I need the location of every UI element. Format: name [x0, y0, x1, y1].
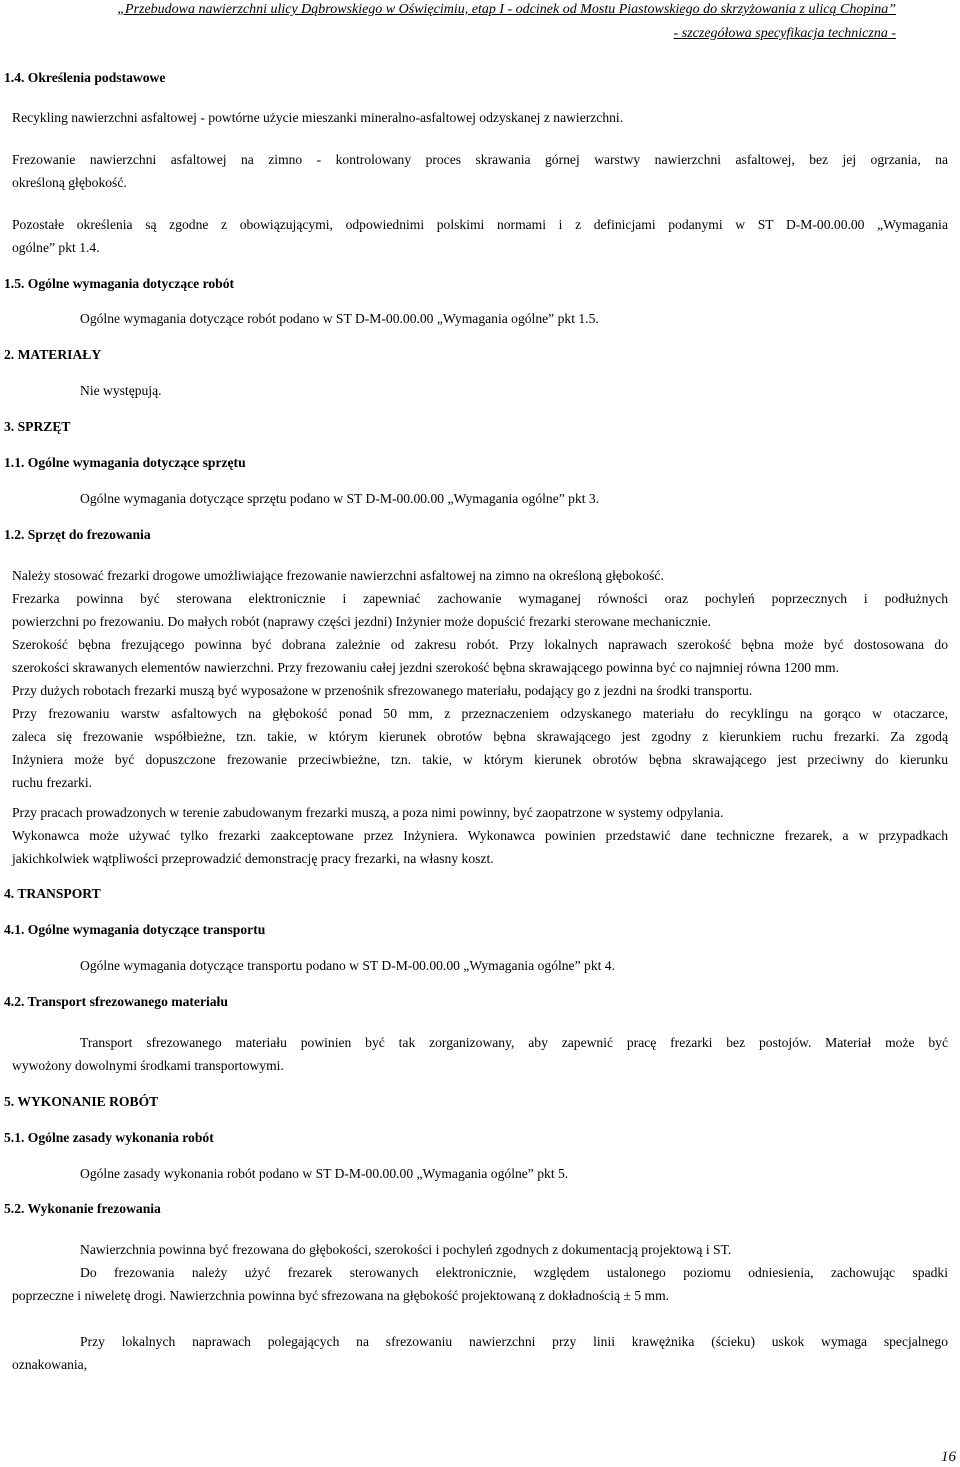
heading-5-2: 5.2. Wykonanie frezowania [4, 1201, 161, 1216]
heading-5-1: 5.1. Ogólne zasady wykonania robót [4, 1130, 214, 1145]
paragraph-4-2-line1: Transport sfrezowanego materiału powinien być tak zorganizowany, aby zapewnić pracę frezarki bez postojów. Materiał może być [80, 1035, 948, 1050]
paragraph-sprzet-line2: Frezarka powinna być sterowana elektronicznie i zapewniać zachowanie wymaganej równości oraz pochyleń poprzecznych i podłużnych [12, 591, 948, 606]
heading-4-2: 4.2. Transport sfrezowanego materiału [4, 994, 228, 1009]
document-header-title: „Przebudowa nawierzchni ulicy Dąbrowskiego w Oświęcimiu, etap I - odcinek od Mostu Piastowskiego do skrzyżowania z ulicą Chopina” [117, 2, 896, 17]
paragraph-sprzet-line13: jakichkolwiek wątpliwości przeprowadzić demonstrację pracy frezarki, na własny koszt. [12, 851, 494, 866]
paragraph-sprzet-line12: Wykonawca może używać tylko frezarki zaakceptowane przez Inżyniera. Wykonawca powinien przedstawić dane techniczne frezarek, a w przypadkach [12, 828, 948, 843]
heading-1-1-sprzet: 1.1. Ogólne wymagania dotyczące sprzętu [4, 455, 246, 470]
heading-4-1: 4.1. Ogólne wymagania dotyczące transportu [4, 922, 266, 937]
paragraph-sprzet-line8: zaleca się frezowanie współbieżne, tzn. takie, w którym kierunek obrotów bębna skrawającego jest zgodny z kierunkiem ruchu frezarki. Za zgodą [12, 729, 948, 744]
paragraph-5-2-line4: Przy lokalnych naprawach polegających na sfrezowaniu nawierzchni przy linii krawężnika (ścieku) uskok wymaga specjalnego [80, 1334, 948, 1349]
paragraph-sprzet-line9: Inżyniera może być dopuszczone frezowanie przeciwbieżne, tzn. takie, w którym kierunek obrotów bębna skrawającego jest przeciwny do kierunku [12, 752, 948, 767]
heading-transport: 4. TRANSPORT [4, 886, 101, 901]
paragraph-4-2-line2: wywożony dowolnymi środkami transportowymi. [12, 1058, 284, 1073]
paragraph-sprzet-line1: Należy stosować frezarki drogowe umożliwiające frezowanie nawierzchni asfaltowej na zimno na określoną głębokość. [12, 568, 664, 583]
paragraph-5-2-line2: Do frezowania należy użyć frezarek sterowanych elektronicznie, względem ustalonego poziomu odniesienia, zachowując spadki [80, 1265, 948, 1280]
paragraph-okreslenia-line1: Pozostałe określenia są zgodne z obowiązującymi, odpowiednimi polskimi normami i z definicjami podanymi w ST D-M-00.00.00 „Wymagania [12, 217, 948, 232]
paragraph-5-2-line5: oznakowania, [12, 1357, 88, 1372]
paragraph-frezowanie-line2: określoną głębokość. [12, 175, 127, 190]
paragraph-sprzet-line3: powierzchni po frezowaniu. Do małych robót (naprawy części jezdni) Inżynier może dopuścić frezarki sterowane mechanicznie. [12, 614, 712, 629]
paragraph-sprzet-line11: Przy pracach prowadzonych w terenie zabudowanym frezarki muszą, a poza nimi powinny, być zaopatrzone w systemy odpylania. [12, 805, 724, 820]
paragraph-4-1: Ogólne wymagania dotyczące transportu podano w ST D-M-00.00.00 „Wymagania ogólne” pkt 4. [80, 958, 615, 973]
paragraph-sprzet-line7: Przy frezowaniu warstw asfaltowych na głębokość ponad 50 mm, z przeznaczeniem odzyskanego materiału do recyklingu na gorąco w otaczarce, [12, 706, 948, 721]
paragraph-okreslenia-line2: ogólne” pkt 1.4. [12, 240, 100, 255]
heading-sprzet: 3. SPRZĘT [4, 419, 71, 434]
heading-1-5: 1.5. Ogólne wymagania dotyczące robót [4, 276, 235, 291]
heading-wykonanie-robot: 5. WYKONANIE ROBÓT [4, 1094, 159, 1109]
paragraph-1-5: Ogólne wymagania dotyczące robót podano w ST D-M-00.00.00 „Wymagania ogólne” pkt 1.5. [80, 311, 599, 326]
paragraph-frezowanie-line1: Frezowanie nawierzchni asfaltowej na zimno - kontrolowany proces skrawania górnej warstwy nawierzchni asfaltowej, bez jej ogrzania, na [12, 152, 948, 167]
page-number: 16 [941, 1449, 956, 1465]
paragraph-recykling: Recykling nawierzchni asfaltowej - powtórne użycie mieszanki mineralno-asfaltowej odzyskanej z nawierzchni. [12, 110, 624, 125]
heading-materialy: 2. MATERIAŁY [4, 347, 102, 362]
paragraph-5-1: Ogólne zasady wykonania robót podano w ST D-M-00.00.00 „Wymagania ogólne” pkt 5. [80, 1166, 569, 1181]
paragraph-5-2-line3: poprzeczne i niweletę drogi. Nawierzchnia powinna być sfrezowana na głębokość projektowaną z dokładnością ± 5 mm. [12, 1288, 670, 1303]
paragraph-materialy: Nie występują. [80, 383, 162, 398]
paragraph-5-2-line1: Nawierzchnia powinna być frezowana do głębokości, szerokości i pochyleń zgodnych z dokumentacją projektową i ST. [80, 1242, 732, 1257]
paragraph-1-1-sprzet: Ogólne wymagania dotyczące sprzętu podano w ST D-M-00.00.00 „Wymagania ogólne” pkt 3. [80, 491, 600, 506]
heading-1-2-frezowanie: 1.2. Sprzęt do frezowania [4, 527, 151, 542]
paragraph-sprzet-line10: ruchu frezarki. [12, 775, 93, 790]
heading-1-4: 1.4. Określenia podstawowe [4, 70, 166, 85]
paragraph-sprzet-line5: szerokości skrawanych elementów nawierzchni. Przy frezowaniu całej jezdni szerokość bębna skrawającego powinna być co najmniej równa 1200 mm. [12, 660, 840, 675]
paragraph-sprzet-line6: Przy dużych robotach frezarki muszą być wyposażone w przenośnik sfrezowanego materiału, podający go z jezdni na środki transportu. [12, 683, 753, 698]
paragraph-sprzet-line4: Szerokość bębna frezującego powinna być dobrana zależnie od zakresu robót. Przy lokalnych naprawach szerokość bębna może być dostosowana do [12, 637, 948, 652]
document-header-subtitle: - szczegółowa specyfikacja techniczna - [673, 26, 896, 41]
